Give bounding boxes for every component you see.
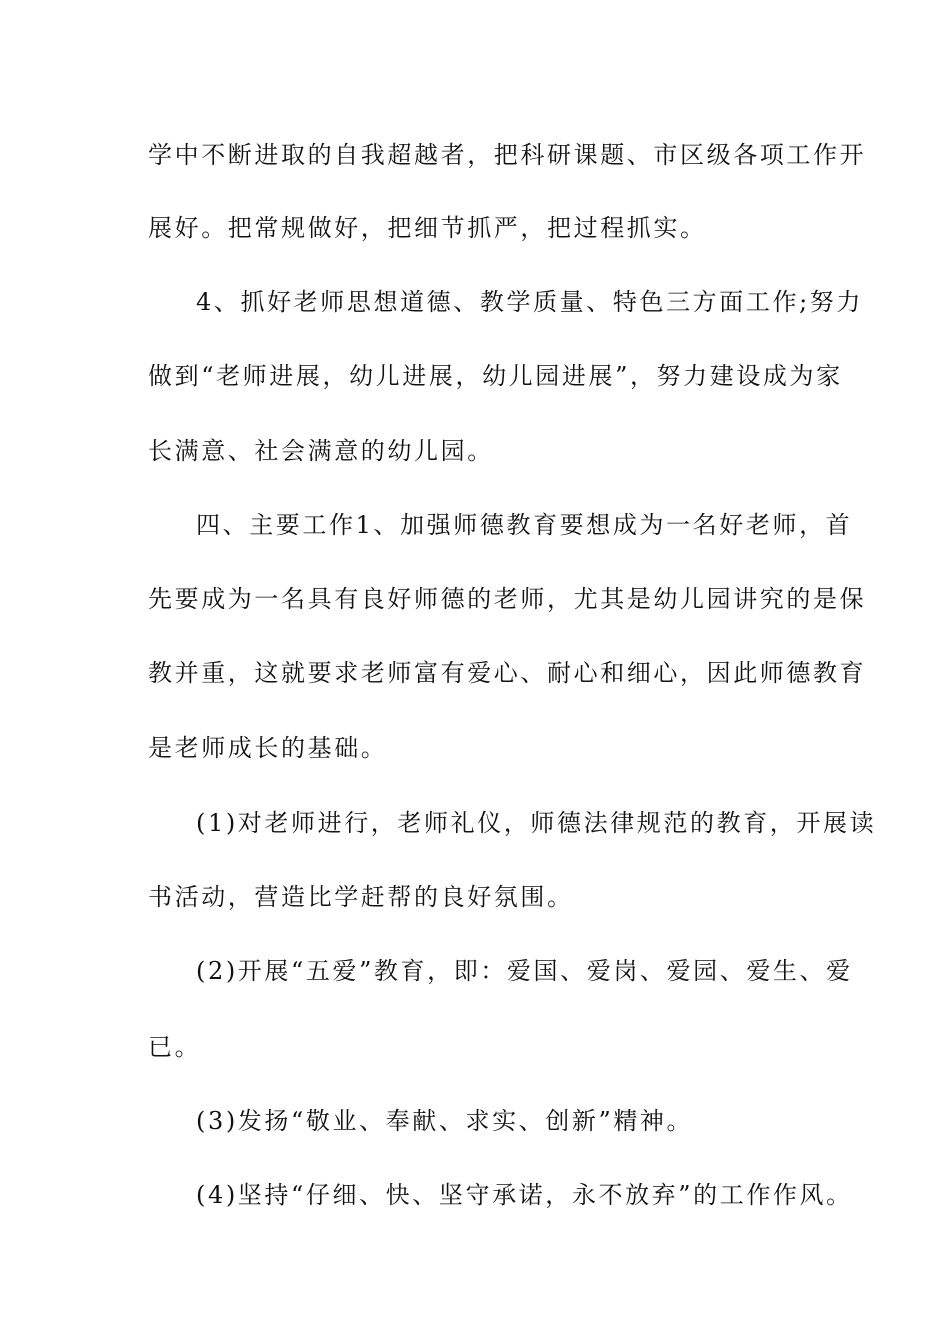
text-line: 学中不断进取的自我超越者，把科研课题、市区级各项工作开 <box>148 141 867 169</box>
text-line: (4)坚持“仔细、快、坚守承诺，永不放弃”的工作作风。 <box>196 1181 853 1209</box>
text-line: (3)发扬“敬业、奉献、求实、创新”精神。 <box>196 1107 694 1135</box>
text-line: 四、主要工作1、加强师德教育要想成为一名好老师，首 <box>196 511 853 539</box>
text-line: (2)开展“五爱”教育，即：爱国、爱岗、爱园、爱生、爱 <box>196 957 853 985</box>
text-line: 长满意、社会满意的幼儿园。 <box>148 437 494 465</box>
text-line: 已。 <box>148 1033 202 1061</box>
text-line: 先要成为一名具有良好师德的老师，尤其是幼儿园讲究的是保 <box>148 585 867 613</box>
text-line: 做到“老师进展，幼儿进展，幼儿园进展”，努力建设成为家 <box>148 362 843 390</box>
text-line: (1)对老师进行，老师礼仪，师德法律规范的教育，开展读 <box>196 809 877 837</box>
text-line: 书活动，营造比学赶帮的良好氛围。 <box>148 883 574 911</box>
text-line: 教并重，这就要求老师富有爱心、耐心和细心，因此师德教育 <box>148 659 867 687</box>
text-line: 是老师成长的基础。 <box>148 734 388 762</box>
text-line: 4、抓好老师思想道德、教学质量、特色三方面工作;努力 <box>196 288 863 316</box>
text-line: 展好。把常规做好，把细节抓严，把过程抓实。 <box>148 214 707 242</box>
